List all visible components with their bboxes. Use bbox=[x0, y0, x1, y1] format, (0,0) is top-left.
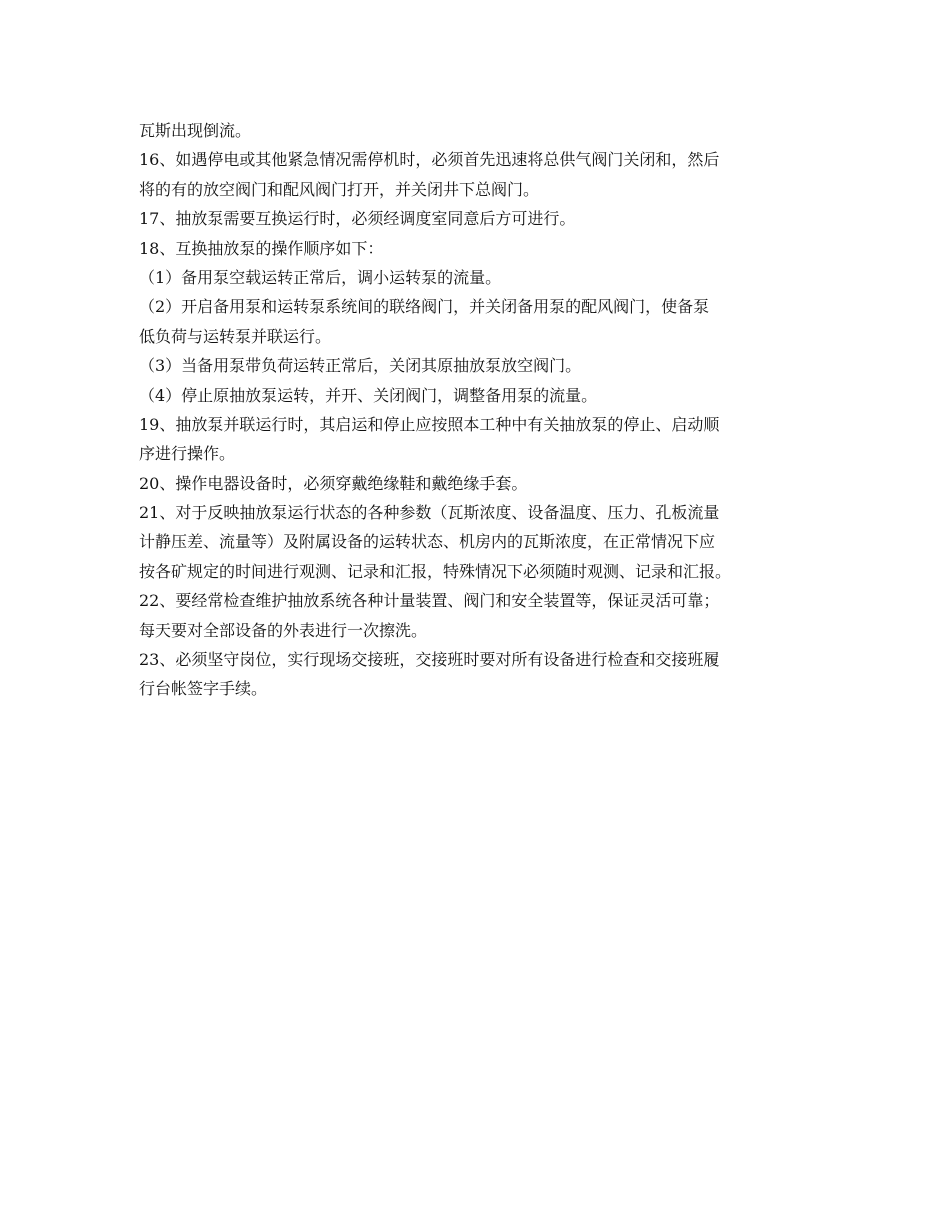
text-line-18: 每天要对全部设备的外表进行一次擦洗。 bbox=[139, 620, 428, 640]
text-line-20: 行台帐签字手续。 bbox=[139, 679, 268, 699]
text-line-11: 19、抽放泵并联运行时，其启运和停止应按照本工种中有关抽放泵的停止、启动顺 bbox=[139, 414, 720, 434]
text-line-16: 按各矿规定的时间进行观测、记录和汇报，特殊情况下必须随时观测、记录和汇报。 bbox=[139, 561, 732, 581]
text-line-19: 23、必须坚守岗位，实行现场交接班，交接班时要对所有设备进行检查和交接班履 bbox=[139, 650, 720, 670]
text-line-5: 18、互换抽放泵的操作顺序如下： bbox=[139, 238, 384, 258]
text-line-7: （2）开启备用泵和运转泵系统间的联络阀门，并关闭备用泵的配风阀门，使备泵 bbox=[139, 297, 710, 317]
text-line-8: 低负荷与运转泵并联运行。 bbox=[139, 326, 332, 346]
text-line-4: 17、抽放泵需要互换运行时，必须经调度室同意后方可进行。 bbox=[139, 209, 576, 229]
text-line-6: （1）备用泵空载运转正常后，调小运转泵的流量。 bbox=[139, 267, 502, 287]
text-line-2: 16、如遇停电或其他紧急情况需停机时，必须首先迅速将总供气阀门关闭和，然后 bbox=[139, 150, 720, 170]
text-line-1: 瓦斯出现倒流。 bbox=[139, 121, 252, 140]
text-line-9: （3）当备用泵带负荷运转正常后，关闭其原抽放泵放空阀门。 bbox=[139, 356, 582, 376]
text-line-3: 将的有的放空阀门和配风阀门打开，并关闭井下总阀门。 bbox=[139, 179, 540, 199]
text-line-17: 22、要经常检查维护抽放系统各种计量装置、阀门和安全装置等，保证灵活可靠； bbox=[139, 591, 720, 611]
text-line-10: （4）停止原抽放泵运转，并开、关闭阀门，调整备用泵的流量。 bbox=[139, 385, 598, 405]
text-line-15: 计静压差、流量等）及附属设备的运转状态、机房内的瓦斯浓度，在正常情况下应 bbox=[139, 532, 716, 552]
document-body bbox=[139, 116, 829, 704]
text-line-14: 21、对于反映抽放泵运行状态的各种参数（瓦斯浓度、设备温度、压力、孔板流量 bbox=[139, 503, 720, 523]
text-line-12: 序进行操作。 bbox=[139, 444, 236, 464]
text-line-13: 20、操作电器设备时，必须穿戴绝缘鞋和戴绝缘手套。 bbox=[139, 473, 528, 493]
